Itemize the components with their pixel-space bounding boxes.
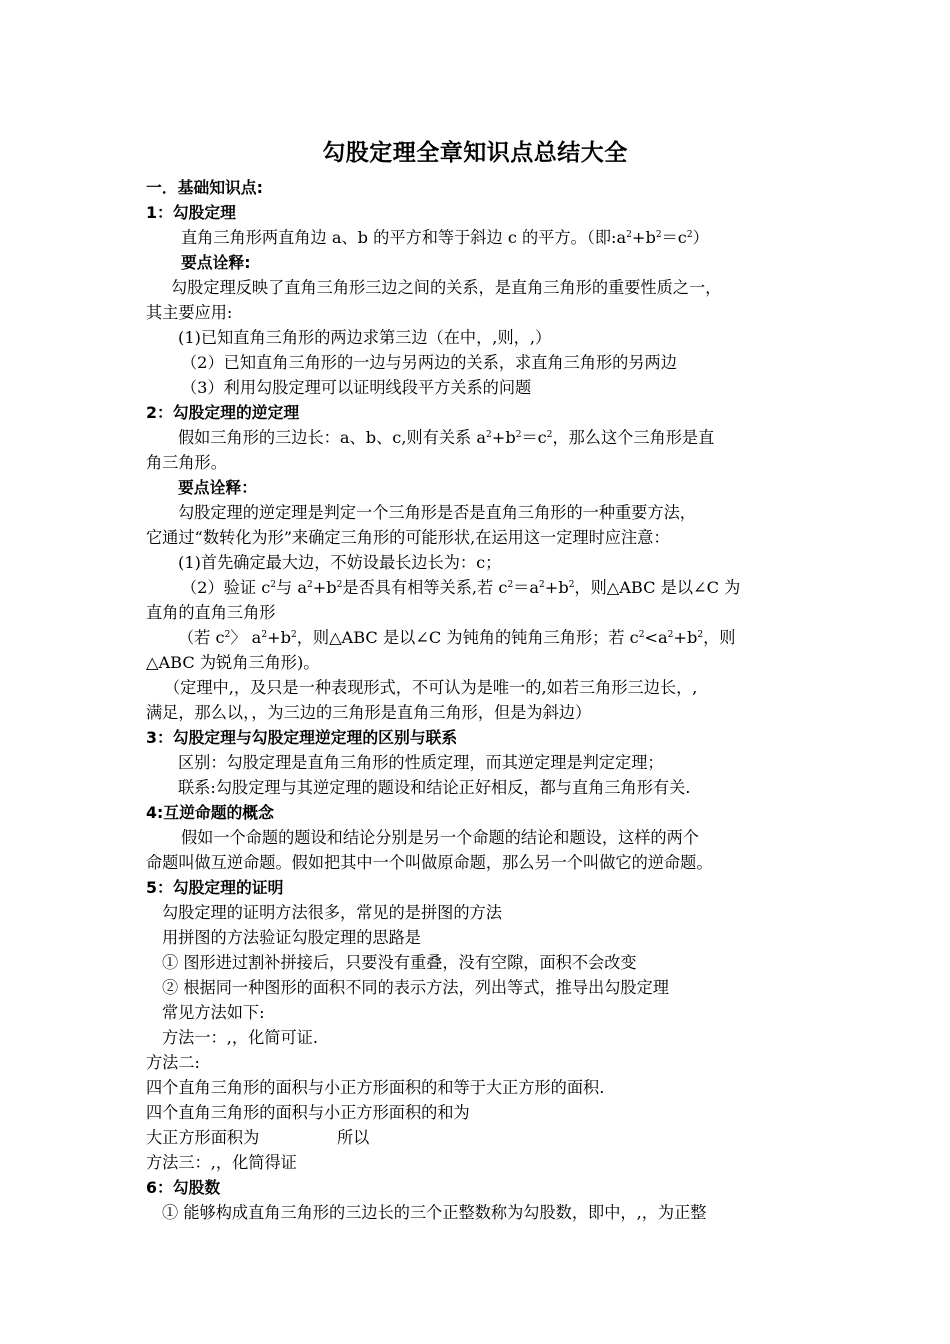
section-2-item-1: (1)首先确定最大边，不妨设最长边长为：c； [178, 553, 502, 572]
section-6-line-1: ① 能够构成直角三角形的三边长的三个正整数称为勾股数，即中，,，为正整 [162, 1203, 707, 1222]
section-2-heading: 2：勾股定理的逆定理 [146, 403, 300, 422]
section-2-remark-line-1: （定理中,，及只是一种表现形式，不可认为是唯一的,如若三角形三边长，, [164, 678, 698, 697]
section-5-heading: 5：勾股定理的证明 [146, 878, 284, 897]
section-5-line-8: 四个直角三角形的面积与小正方形面积的和等于大正方形的面积. [146, 1078, 605, 1097]
section-1-paragraph-line-1: 勾股定理反映了直角三角形三边之间的关系，是直角三角形的重要性质之一， [171, 278, 722, 297]
basics-heading: 一．基础知识点: [146, 178, 263, 197]
section-1-paragraph-line-2: 其主要应用: [146, 303, 233, 322]
section-5-method-2-label: 方法二: [146, 1053, 201, 1072]
section-2-item-2: （2）验证 $c^2$与 $a^2+b^2$是否具有相等关系,若 $c^2=a^2+b^2$，则△ABC 是以∠C 为 [181, 578, 741, 597]
section-2-paragraph-line-2: 角三角形。 [146, 453, 227, 472]
section-6-heading: 6：勾股数 [146, 1178, 221, 1197]
section-1-heading: 1：勾股定理 [146, 203, 236, 222]
section-2-item-3: （若 $c^2$〉 $a^2+b^2$，则△ABC 是以∠C 为钝角的钝角三角形；若 $c^2<a^2+b^2$，则 [178, 628, 736, 647]
section-1-note-heading: 要点诠释: [181, 253, 251, 272]
section-2-remark-line-2: 满足，那么以，，为三边的三角形是直角三角形，但是为斜边） [146, 703, 592, 722]
section-4-line-1: 假如一个命题的题设和结论分别是另一个命题的结论和题设，这样的两个 [181, 828, 699, 847]
section-1-item-2: （2）已知直角三角形的一边与另两边的关系，求直角三角形的另两边 [181, 353, 677, 372]
section-5-line-10b: 所以 [337, 1128, 370, 1147]
section-5-line-1: 勾股定理的证明方法很多，常见的是拼图的方法 [162, 903, 502, 922]
section-5-line-3: ① 图形进过割补拼接后，只要没有重叠，没有空隙，面积不会改变 [162, 953, 637, 972]
section-5-line-9: 四个直角三角形的面积与小正方形面积的和为 [146, 1103, 470, 1122]
section-5-line-4: ② 根据同一种图形的面积不同的表示方法，列出等式，推导出勾股定理 [162, 978, 669, 997]
section-5-method-3: 方法三：,，化简得证 [146, 1153, 297, 1172]
section-2-note-line-2: 它通过“数转化为形”来确定三角形的可能形状,在运用这一定理时应注意： [146, 528, 670, 547]
section-1-item-1: (1)已知直角三角形的两边求第三边（在中，,则，,） [178, 328, 552, 347]
section-1-item-3: （3）利用勾股定理可以证明线段平方关系的问题 [181, 378, 532, 397]
section-2-item-2-line-2: 直角的直角三角形 [146, 603, 276, 622]
section-5-method-1: 方法一：,，化简可证. [162, 1028, 318, 1047]
section-5-line-2: 用拼图的方法验证勾股定理的思路是 [162, 928, 421, 947]
section-5-line-5: 常见方法如下: [162, 1003, 265, 1022]
section-4-line-2: 命题叫做互逆命题。假如把其中一个叫做原命题，那么另一个叫做它的逆命题。 [146, 853, 713, 872]
section-3-connection: 联系:勾股定理与其逆定理的题设和结论正好相反，都与直角三角形有关. [178, 778, 691, 797]
section-2-note-heading: 要点诠释： [178, 478, 257, 497]
section-5-line-10a: 大正方形面积为 [146, 1128, 260, 1147]
section-1-statement: 直角三角形两直角边 a、b 的平方和等于斜边 c 的平方。（即$:a^2+b^2=c^2$） [181, 228, 709, 247]
section-4-heading: 4:互逆命题的概念 [146, 803, 274, 822]
section-2-item-3-line-2: △ABC 为锐角三角形)。 [146, 653, 320, 672]
section-2-paragraph-line-1: 假如三角形的三边长：a、b、c,则有关系 $a^2+b^2=c^2$，那么这个三角形是直 [178, 428, 715, 447]
section-2-note-line-1: 勾股定理的逆定理是判定一个三角形是否是直角三角形的一种重要方法， [178, 503, 696, 522]
section-3-difference: 区别：勾股定理是直角三角形的性质定理，而其逆定理是判定定理； [178, 753, 664, 772]
section-3-heading: 3：勾股定理与勾股定理逆定理的区别与联系 [146, 728, 458, 747]
page-title: 勾股定理全章知识点总结大全 [322, 140, 628, 166]
